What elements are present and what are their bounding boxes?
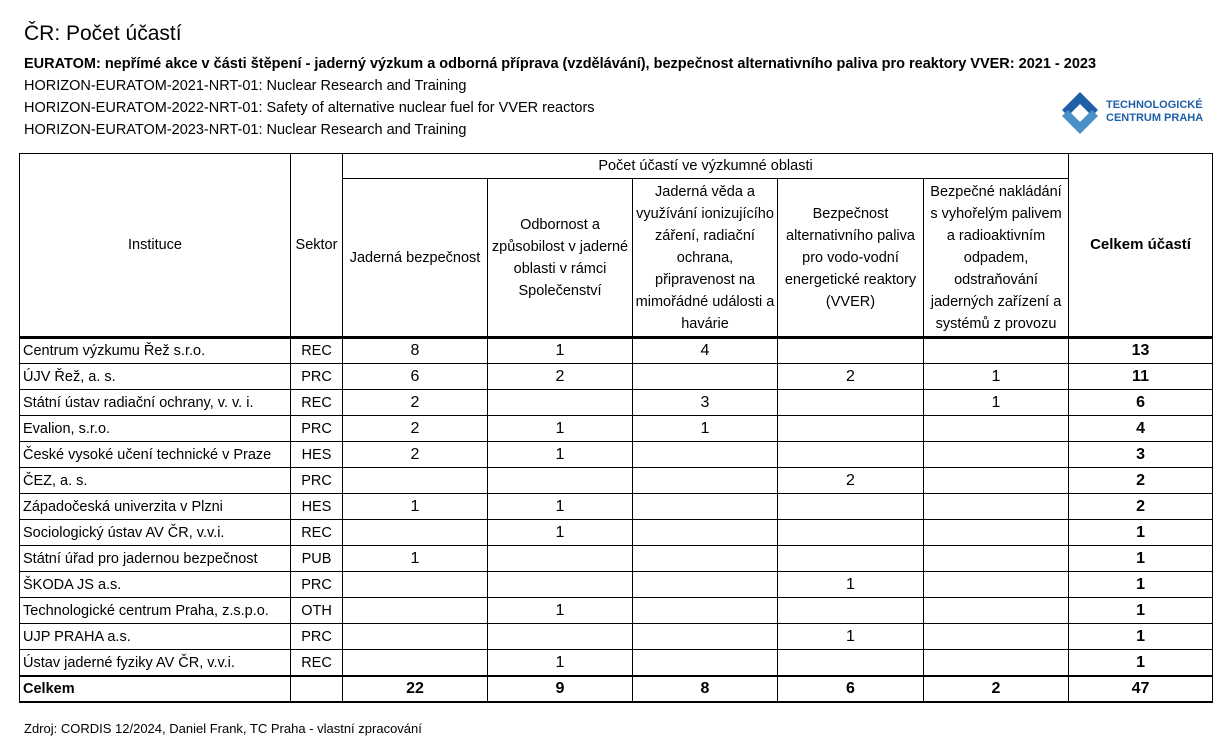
area-5-cell — [924, 442, 1069, 468]
area-1-cell: 1 — [343, 494, 488, 520]
area-1-cell — [343, 572, 488, 598]
area-5-cell — [924, 650, 1069, 677]
total-area-5: 2 — [924, 676, 1069, 702]
sector-cell: REC — [291, 650, 343, 677]
logo-text — [1106, 99, 1203, 125]
area-1-cell — [343, 520, 488, 546]
sector-cell: REC — [291, 520, 343, 546]
area-2-cell: 1 — [488, 494, 633, 520]
area-4-cell — [778, 546, 924, 572]
area-4-cell: 2 — [778, 468, 924, 494]
area-3-cell — [633, 572, 778, 598]
sector-cell: HES — [291, 494, 343, 520]
area-5-cell — [924, 572, 1069, 598]
row-total-cell: 3 — [1069, 442, 1213, 468]
sector-cell: PRC — [291, 468, 343, 494]
area-3-cell: 1 — [633, 416, 778, 442]
header-area-2: Odbornost a způsobilost v jaderné oblasti v rámci Společenství — [488, 179, 633, 338]
institution-cell: Státní úřad pro jadernou bezpečnost — [20, 546, 291, 572]
area-2-cell: 1 — [488, 338, 633, 364]
tc-praha-logo — [1058, 90, 1208, 136]
header-area-5: Bezpečné nakládání s vyhořelým palivem a radioaktivním odpadem, odstraňování jaderných zařízení a systémů z provozu — [924, 179, 1069, 338]
area-1-cell: 2 — [343, 416, 488, 442]
area-3-cell — [633, 364, 778, 390]
area-4-cell — [778, 390, 924, 416]
table-row — [20, 390, 1213, 416]
header-total: Celkem účastí — [1069, 154, 1213, 338]
table-row — [20, 520, 1213, 546]
institution-cell: České vysoké učení technické v Praze — [20, 442, 291, 468]
institution-cell: ŠKODA JS a.s. — [20, 572, 291, 598]
area-4-cell — [778, 650, 924, 677]
header-area-3: Jaderná věda a využívání ionizujícího záření, radiační ochrana, připravenost na mimořádné události a havárie — [633, 179, 778, 338]
table-row — [20, 598, 1213, 624]
total-area-4: 6 — [778, 676, 924, 702]
area-1-cell: 2 — [343, 390, 488, 416]
area-4-cell: 1 — [778, 572, 924, 598]
area-3-cell — [633, 494, 778, 520]
row-total-cell: 1 — [1069, 650, 1213, 677]
area-1-cell — [343, 598, 488, 624]
institution-cell: Státní ústav radiační ochrany, v. v. i. — [20, 390, 291, 416]
grand-total: 47 — [1069, 676, 1213, 702]
area-5-cell — [924, 338, 1069, 364]
area-4-cell: 2 — [778, 364, 924, 390]
area-2-cell — [488, 390, 633, 416]
institution-cell: Evalion, s.r.o. — [20, 416, 291, 442]
area-3-cell: 3 — [633, 390, 778, 416]
institution-cell: Ústav jaderné fyziky AV ČR, v.v.i. — [20, 650, 291, 677]
institution-cell: Západočeská univerzita v Plzni — [20, 494, 291, 520]
row-total-cell: 1 — [1069, 520, 1213, 546]
area-1-cell — [343, 468, 488, 494]
row-total-cell: 2 — [1069, 468, 1213, 494]
area-5-cell — [924, 546, 1069, 572]
area-3-cell — [633, 598, 778, 624]
area-5-cell — [924, 598, 1069, 624]
total-row — [20, 676, 1213, 702]
sector-cell: PRC — [291, 416, 343, 442]
row-total-cell: 1 — [1069, 598, 1213, 624]
area-5-cell — [924, 416, 1069, 442]
area-3-cell — [633, 546, 778, 572]
area-2-cell: 1 — [488, 520, 633, 546]
table-row — [20, 338, 1213, 364]
header-sector: Sektor — [291, 154, 343, 338]
table-row — [20, 468, 1213, 494]
total-label: Celkem — [20, 676, 291, 702]
area-2-cell — [488, 546, 633, 572]
page-subtitle: EURATOM: nepřímé akce v části štěpení - jaderný výzkum a odborná příprava (vzdělávání), bezpečnost alternativního paliva pro reaktory VVER: 2021 - 2023 — [24, 56, 1097, 72]
area-5-cell — [924, 520, 1069, 546]
total-sector-cell — [291, 676, 343, 702]
area-2-cell: 2 — [488, 364, 633, 390]
table-row — [20, 494, 1213, 520]
sector-cell: PRC — [291, 572, 343, 598]
row-total-cell: 1 — [1069, 624, 1213, 650]
area-1-cell: 6 — [343, 364, 488, 390]
area-2-cell — [488, 572, 633, 598]
header-area-4: Bezpečnost alternativního paliva pro vodo-vodní energetické reaktory (VVER) — [778, 179, 924, 338]
area-1-cell — [343, 624, 488, 650]
sector-cell: REC — [291, 338, 343, 364]
page-title: ČR: Počet účastí — [24, 22, 182, 45]
sector-cell: PRC — [291, 624, 343, 650]
institution-cell: ČEZ, a. s. — [20, 468, 291, 494]
header-area-1: Jaderná bezpečnost — [343, 179, 488, 338]
table-row — [20, 624, 1213, 650]
tc-logo-icon — [1058, 90, 1102, 136]
institution-cell: Sociologický ústav AV ČR, v.v.i. — [20, 520, 291, 546]
row-total-cell: 1 — [1069, 546, 1213, 572]
logo-line-2: CENTRUM PRAHA — [1106, 112, 1204, 124]
sector-cell: HES — [291, 442, 343, 468]
area-3-cell — [633, 520, 778, 546]
area-2-cell — [488, 624, 633, 650]
total-area-3: 8 — [633, 676, 778, 702]
table-row — [20, 364, 1213, 390]
area-4-cell — [778, 494, 924, 520]
area-3-cell — [633, 468, 778, 494]
sector-cell: PUB — [291, 546, 343, 572]
institution-cell: Technologické centrum Praha, z.s.p.o. — [20, 598, 291, 624]
table-row — [20, 442, 1213, 468]
area-4-cell — [778, 416, 924, 442]
area-2-cell — [488, 468, 633, 494]
row-total-cell: 2 — [1069, 494, 1213, 520]
total-area-1: 22 — [343, 676, 488, 702]
area-2-cell: 1 — [488, 416, 633, 442]
area-4-cell — [778, 442, 924, 468]
call-line-2: HORIZON-EURATOM-2022-NRT-01: Safety of alternative nuclear fuel for VVER reactors — [24, 100, 595, 116]
table-row — [20, 416, 1213, 442]
table-row — [20, 650, 1213, 677]
area-4-cell — [778, 598, 924, 624]
area-1-cell — [343, 650, 488, 677]
source-note: Zdroj: CORDIS 12/2024, Daniel Frank, TC Praha - vlastní zpracování — [24, 721, 422, 736]
total-area-2: 9 — [488, 676, 633, 702]
table-row — [20, 546, 1213, 572]
area-5-cell — [924, 468, 1069, 494]
area-3-cell — [633, 624, 778, 650]
sector-cell: PRC — [291, 364, 343, 390]
institution-cell: UJP PRAHA a.s. — [20, 624, 291, 650]
area-5-cell — [924, 494, 1069, 520]
institution-cell: Centrum výzkumu Řež s.r.o. — [20, 338, 291, 364]
area-1-cell: 8 — [343, 338, 488, 364]
area-3-cell — [633, 442, 778, 468]
row-total-cell: 4 — [1069, 416, 1213, 442]
table-row — [20, 572, 1213, 598]
row-total-cell: 11 — [1069, 364, 1213, 390]
call-line-3: HORIZON-EURATOM-2023-NRT-01: Nuclear Research and Training — [24, 122, 467, 138]
area-4-cell: 1 — [778, 624, 924, 650]
area-2-cell: 1 — [488, 442, 633, 468]
area-1-cell: 2 — [343, 442, 488, 468]
area-4-cell — [778, 520, 924, 546]
call-line-1: HORIZON-EURATOM-2021-NRT-01: Nuclear Research and Training — [24, 78, 467, 94]
logo-line-1: TECHNOLOGICKÉ — [1106, 99, 1203, 111]
area-1-cell: 1 — [343, 546, 488, 572]
sector-cell: REC — [291, 390, 343, 416]
institution-cell: ÚJV Řež, a. s. — [20, 364, 291, 390]
participation-table — [19, 153, 1213, 703]
header-area-group: Počet účastí ve výzkumné oblasti — [343, 154, 1069, 179]
area-5-cell: 1 — [924, 390, 1069, 416]
sector-cell: OTH — [291, 598, 343, 624]
area-3-cell: 4 — [633, 338, 778, 364]
header-institution: Instituce — [20, 154, 291, 338]
area-2-cell: 1 — [488, 598, 633, 624]
row-total-cell: 1 — [1069, 572, 1213, 598]
area-4-cell — [778, 338, 924, 364]
area-5-cell — [924, 624, 1069, 650]
area-3-cell — [633, 650, 778, 677]
row-total-cell: 6 — [1069, 390, 1213, 416]
area-2-cell: 1 — [488, 650, 633, 677]
area-5-cell: 1 — [924, 364, 1069, 390]
row-total-cell: 13 — [1069, 338, 1213, 364]
